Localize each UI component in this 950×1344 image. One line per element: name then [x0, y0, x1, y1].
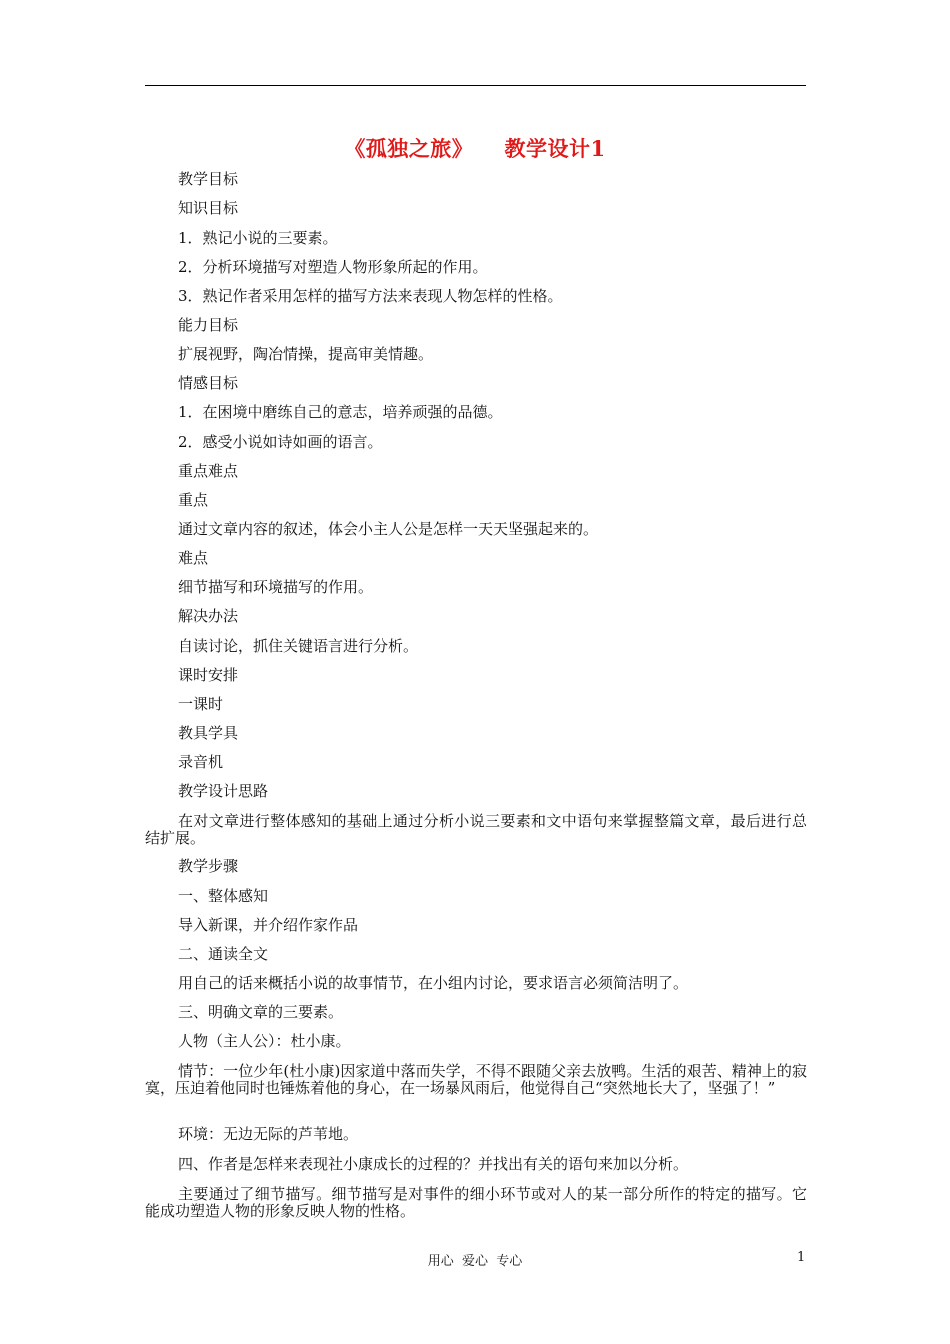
- step-1-text: 导入新课，并介绍作家作品: [178, 916, 359, 934]
- character-line: 人物（主人公）：杜小康。: [178, 1032, 351, 1050]
- key-point-text: 通过文章内容的叙述，体会小主人公是怎样一天天坚强起来的。: [178, 520, 599, 538]
- difficulty-text: 细节描写和环境描写的作用。: [178, 578, 374, 596]
- step-3-heading: 三、明确文章的三要素。: [178, 1003, 344, 1021]
- ability-goal: 扩展视野，陶冶情操，提高审美情趣。: [178, 345, 434, 363]
- tools-text: 录音机: [178, 753, 224, 771]
- heading-solution: 解决办法: [178, 607, 239, 625]
- emotion-goal-2: 2．感受小说如诗如画的语言。: [178, 433, 383, 451]
- heading-knowledge-goals: 知识目标: [178, 199, 239, 217]
- knowledge-goal-2: 2．分析环境描写对塑造人物形象所起的作用。: [178, 258, 488, 276]
- heading-emotion-goals: 情感目标: [178, 374, 239, 392]
- detail-description-paragraph: 主要通过了细节描写。细节描写是对事件的细小环节或对人的某一部分所作的特定的描写。它能成功塑造人物的形象反映人物的性格。: [145, 1185, 807, 1220]
- page-number: 1: [797, 1250, 806, 1265]
- heading-key-point: 重点: [178, 491, 209, 509]
- design-idea-paragraph: 在对文章进行整体感知的基础上通过分析小说三要素和文中语句来掌握整篇文章，最后进行总结扩展。: [145, 812, 807, 847]
- heading-teaching-goals: 教学目标: [178, 170, 239, 188]
- heading-tools: 教具学具: [178, 724, 239, 742]
- document-title: 《孤独之旅》 教学设计1: [344, 136, 606, 161]
- heading-ability-goals: 能力目标: [178, 316, 239, 334]
- plot-paragraph: 情节：一位少年(杜小康)因家道中落而失学，不得不跟随父亲去放鸭。生活的艰苦、精神上的寂寞，压迫着他同时也锤炼着他的身心，在一场暴风雨后，他觉得自己“突然地长大了，坚强了！”: [145, 1062, 807, 1097]
- step-4-heading: 四、作者是怎样来表现社小康成长的过程的？并找出有关的语句来加以分析。: [178, 1155, 689, 1173]
- heading-key-difficulties: 重点难点: [178, 462, 239, 480]
- heading-difficulty: 难点: [178, 549, 209, 567]
- step-2-heading: 二、通读全文: [178, 945, 269, 963]
- knowledge-goal-3: 3．熟记作者采用怎样的描写方法来表现人物怎样的性格。: [178, 287, 563, 305]
- header-rule: [145, 85, 806, 86]
- step-1-heading: 一、整体感知: [178, 887, 269, 905]
- schedule-text: 一课时: [178, 695, 224, 713]
- knowledge-goal-1: 1．熟记小说的三要素。: [178, 229, 338, 247]
- page-footer: 用心 爱心 专心: [427, 1254, 523, 1269]
- solution-text: 自读讨论，抓住关键语言进行分析。: [178, 637, 419, 655]
- heading-schedule: 课时安排: [178, 666, 239, 684]
- environment-line: 环境：无边无际的芦苇地。: [178, 1125, 359, 1143]
- emotion-goal-1: 1．在困境中磨练自己的意志，培养顽强的品德。: [178, 403, 503, 421]
- step-2-text: 用自己的话来概括小说的故事情节，在小组内讨论，要求语言必须简洁明了。: [178, 974, 689, 992]
- heading-design-idea: 教学设计思路: [178, 782, 269, 800]
- heading-teaching-steps: 教学步骤: [178, 857, 239, 875]
